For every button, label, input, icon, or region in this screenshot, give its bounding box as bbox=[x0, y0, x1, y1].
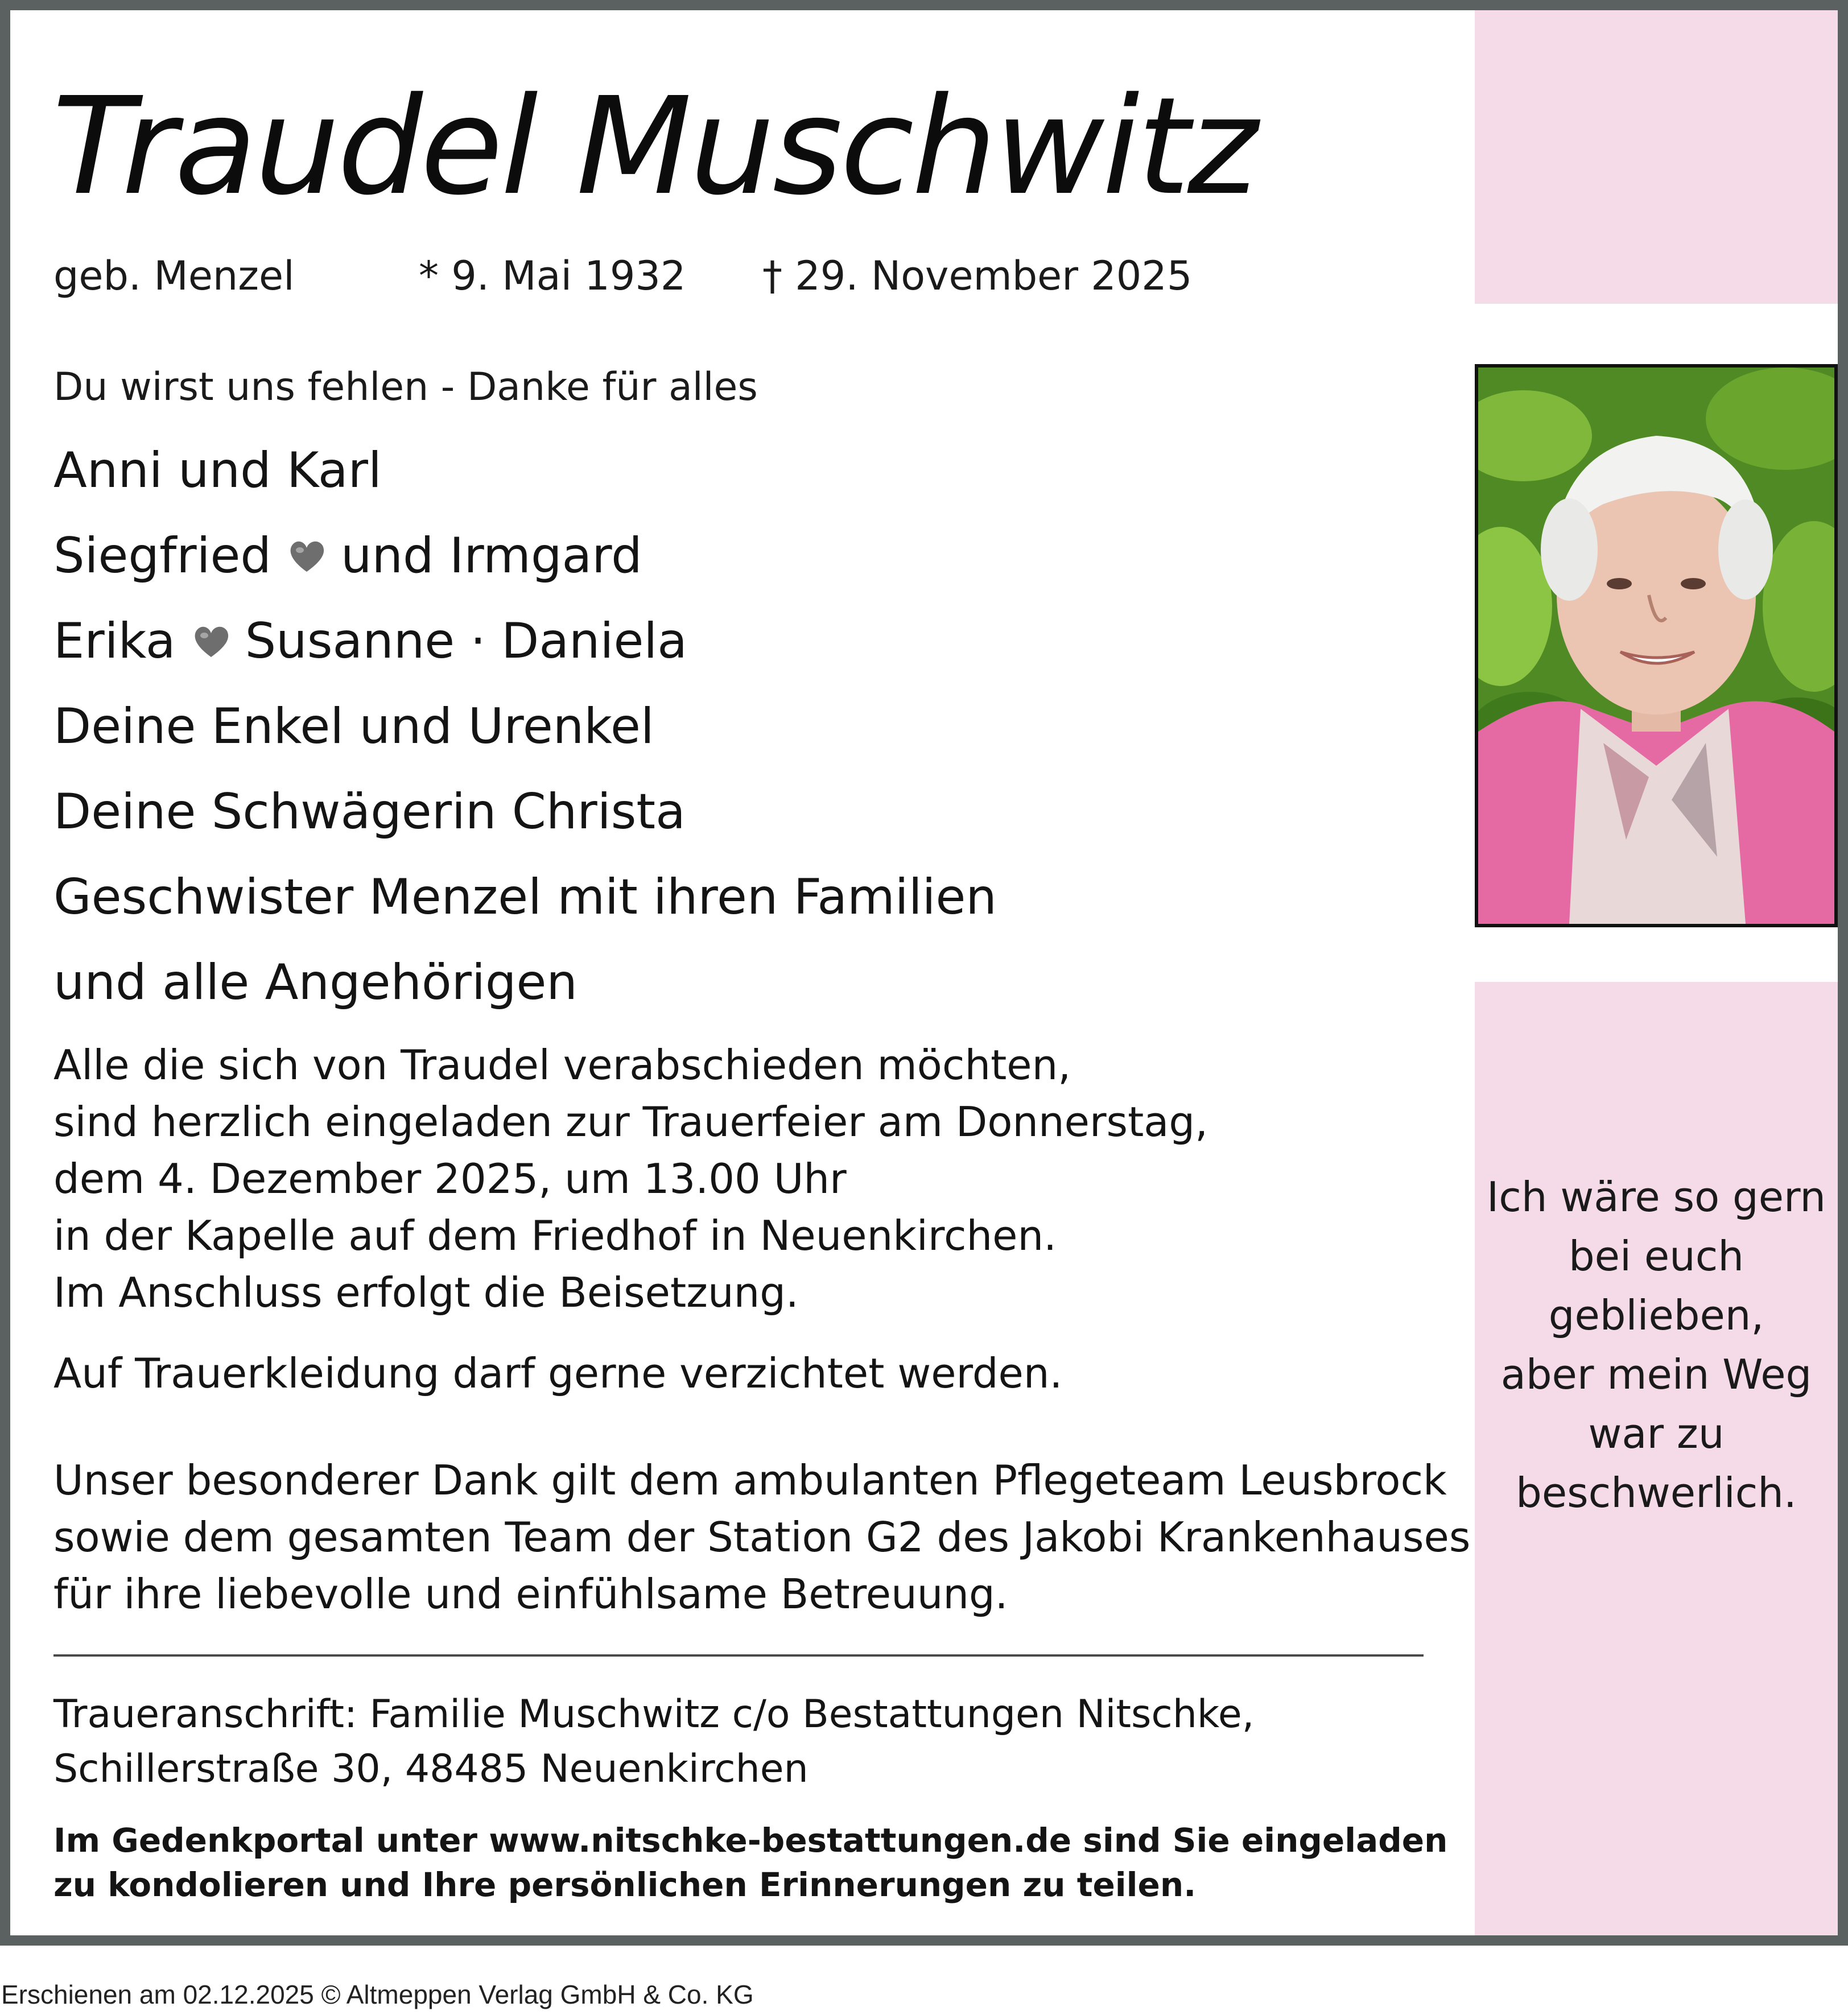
mourning-address: Traueranschrift: Familie Muschwitz c/o Bestattungen Nitschke, Schillerstraße 30, 48485 Neuenkirchen bbox=[53, 1692, 1255, 1791]
deceased-name: Traudel Muschwitz bbox=[52, 68, 1256, 225]
mourner-line: Siegfried und Irmgard bbox=[53, 527, 642, 584]
mourner-line: Anni und Karl bbox=[53, 442, 382, 499]
death-date: † 29. November 2025 bbox=[762, 253, 1193, 299]
ceremony-paragraph: Alle die sich von Traudel verabschieden möchten, sind herzlich eingeladen zur Trauerfeier am Donnerstag, dem 4. Dezember 2025, um 13.00 Uhr in der Kapelle auf dem Friedhof in Neuenkirchen. Im Anschluss erfolgt die Beisetzung. bbox=[53, 1041, 1208, 1316]
heart-icon bbox=[189, 620, 233, 663]
pink-panel-top bbox=[1475, 10, 1838, 304]
portrait-illustration bbox=[1478, 368, 1834, 924]
mourner-line: Deine Enkel und Urenkel bbox=[53, 698, 654, 755]
publication-footer: Erschienen am 02.12.2025 © Altmeppen Verlag GmbH & Co. KG bbox=[1, 1980, 754, 2009]
maiden-name: geb. Menzel bbox=[53, 253, 295, 299]
mourner-line: und alle Angehörigen bbox=[53, 954, 578, 1011]
divider bbox=[53, 1654, 1424, 1657]
mourner-line: Deine Schwägerin Christa bbox=[53, 783, 686, 840]
portrait-photo bbox=[1475, 364, 1838, 927]
mourner-line: Geschwister Menzel mit ihren Familien bbox=[53, 869, 997, 926]
mourner-line: Erika Susanne · Daniela bbox=[53, 613, 687, 670]
heart-icon bbox=[285, 534, 328, 577]
mourners-list bbox=[53, 428, 997, 1025]
birth-date: * 9. Mai 1932 bbox=[419, 253, 686, 299]
thanks-paragraph: Unser besonderer Dank gilt dem ambulanten Pflegeteam Leusbrock sowie dem gesamten Team der Station G2 des Jakobi Krankenhauses für ihre liebevolle und einfühlsame Betreuung. bbox=[53, 1456, 1471, 1618]
clothing-note: Auf Trauerkleidung darf gerne verzichtet werden. bbox=[53, 1349, 1063, 1397]
farewell-line: Du wirst uns fehlen - Danke für alles bbox=[53, 365, 758, 410]
memorial-portal-note: Im Gedenkportal unter www.nitschke-bestattungen.de sind Sie eingeladen zu kondolieren und Ihre persönlichen Erinnerungen zu teilen. bbox=[53, 1821, 1448, 1904]
memorial-quote: Ich wäre so gern bei euch geblieben, aber mein Weg war zu beschwerlich. bbox=[1487, 1173, 1826, 1517]
